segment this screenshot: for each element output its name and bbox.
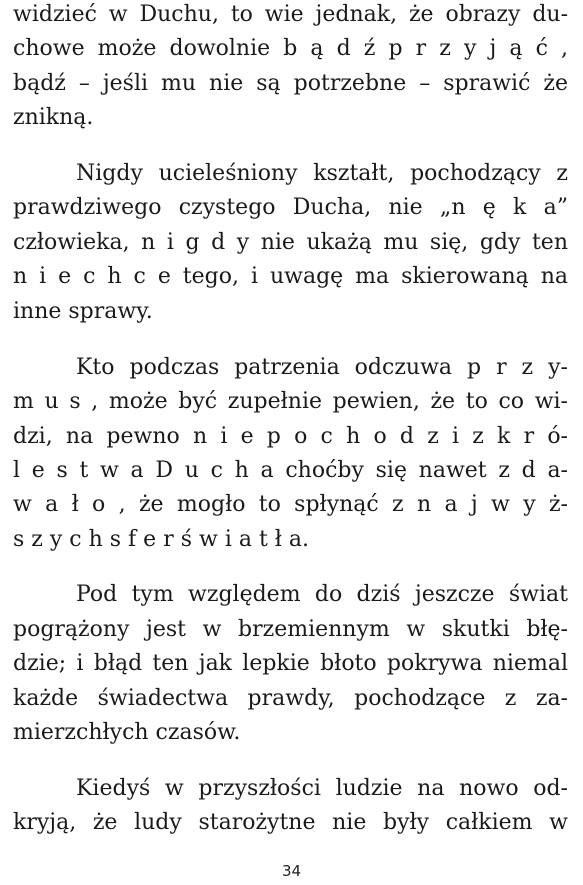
text-line: m u s , może być zupełnie pewien, że to co wi- [13,389,568,414]
text-line: Pod tym względem do dziś jeszcze świat [76,582,568,607]
text-line: bądź – jeśli mu nie są potrzebne – sprawić że [13,71,568,96]
text-line: w a ł o , że mogło to spłynąć z n a j w y ż- [13,492,568,517]
page-number: 34 [281,862,302,880]
text-line: l e s t w a D u c h a choćby się nawet z d a- [13,458,568,483]
text-line: dzie; i błąd ten jak lepkie błoto pokrywa niemal [13,651,568,676]
text-line: prawdziwego czystego Ducha, nie „n ę k a” [13,195,568,220]
text-line: widzieć w Duchu, to wie jednak, że obrazy du- [13,2,568,27]
text-line: n i e c h c e tego, i uwagę ma skierowaną na [13,264,568,289]
text-line: pogrążony jest w brzemiennym w skutki błę- [13,617,568,642]
text-line: człowieka, n i g d y nie ukażą mu się, gdy ten [13,230,568,255]
text-line: Kiedyś w przyszłości ludzie na nowo od- [76,776,568,801]
text-line: chowe może dowolnie b ą d ź p r z y j ą ć , [13,36,568,61]
text-line: dzi, na pewno n i e p o c h o d z i z k r ó- [13,424,568,449]
text-line: s z y c h s f e r ś w i a t ł a. [13,527,310,552]
text-line: kryją, że ludy starożytne nie były całkiem w [13,810,568,835]
text-line: każde świadectwa prawdy, pochodzące z za- [13,686,568,711]
text-line: inne sprawy. [13,299,153,324]
text-line: Kto podczas patrzenia odczuwa p r z y- [76,355,568,380]
text-line: mierzchłych czasów. [13,720,241,745]
text-line: Nigdy ucieleśniony kształt, pochodzący z [76,161,568,186]
text-line: znikną. [13,105,94,130]
